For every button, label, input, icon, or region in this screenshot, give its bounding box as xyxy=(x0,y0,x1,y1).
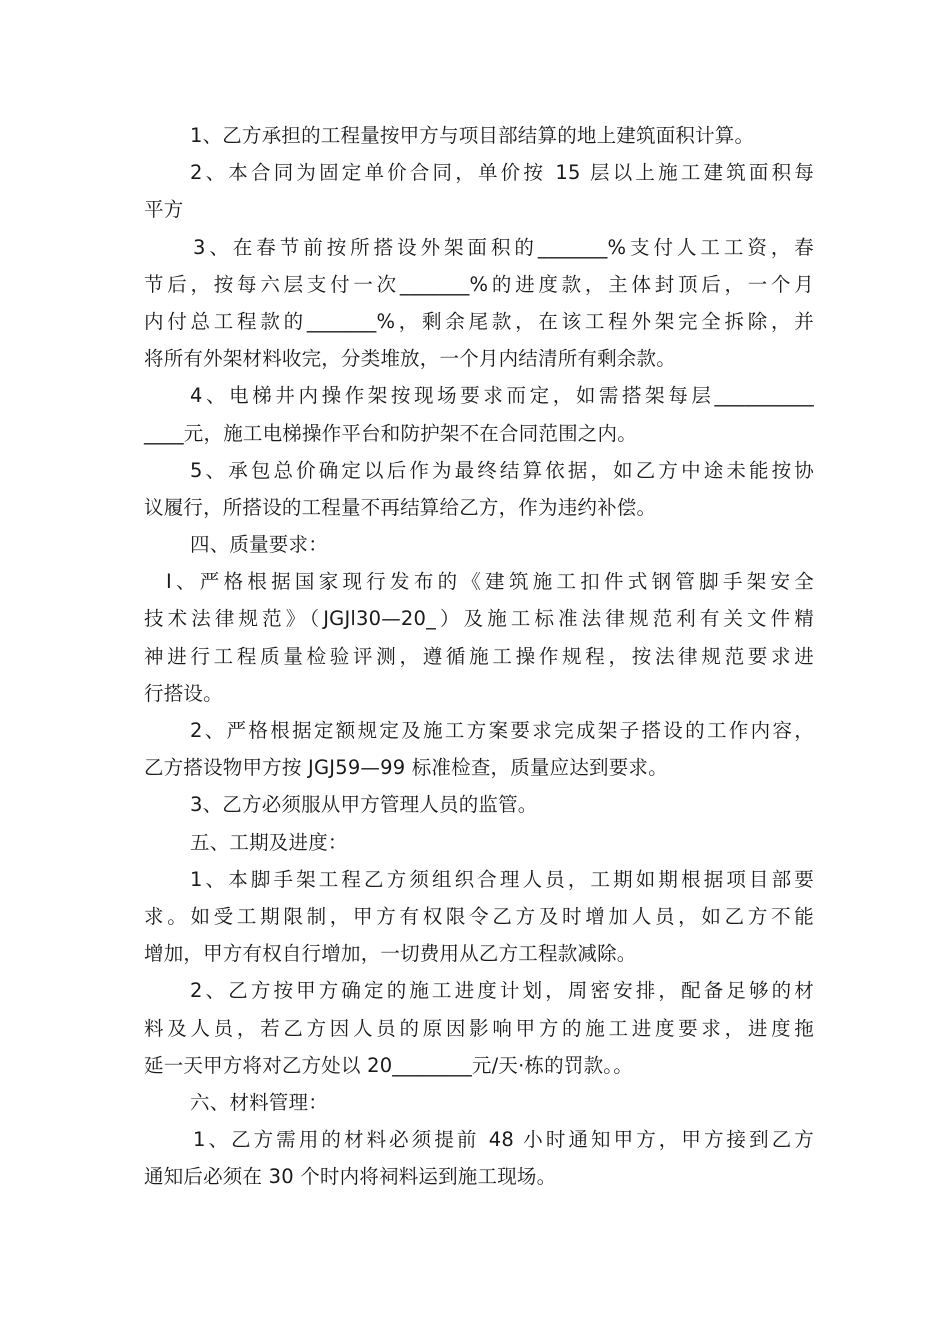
paragraph-line: 4、电梯井内操作架按现场要求而定，如需搭架每层__________ xyxy=(190,384,814,408)
paragraph-line: 增加，甲方有权自行增加，一切费用从乙方工程款减除。 xyxy=(144,942,637,966)
document-body xyxy=(144,117,814,1195)
paragraph-line: 2、严格根据定额规定及施工方案要求完成架子搭设的工作内容， xyxy=(190,719,814,742)
paragraph-line: 料及人员，若乙方因人员的原因影响甲方的施工进度要求，进度拖 xyxy=(144,1016,814,1040)
paragraph-line: 将所有外架材料收完，分类堆放，一个月内结清所有剩余款。 xyxy=(144,347,676,371)
paragraph-line: 3、乙方必须服从甲方管理人员的监管。 xyxy=(190,793,538,817)
paragraph-line: 3、在春节前按所搭设外架面积的_______%支付人工工资，春 xyxy=(193,235,814,259)
paragraph-line: 六、材料管理： xyxy=(190,1090,328,1114)
paragraph-line: 乙方搭设物甲方按 JGJ59—99 标准检查，质量应达到要求。 xyxy=(144,756,668,780)
paragraph-line: 议履行，所搭设的工程量不再结算给乙方，作为违约补偿。 xyxy=(144,495,657,519)
paragraph-line: ____元，施工电梯操作平台和防护架不在合同范围之内。 xyxy=(144,421,637,445)
paragraph-line: 行搭设。 xyxy=(144,681,223,705)
paragraph-line: 神进行工程质量检验评测，遵循施工操作规程，按法律规范要求进 xyxy=(144,644,814,668)
paragraph-line: 1、本脚手架工程乙方须组织合理人员，工期如期根据项目部要 xyxy=(190,867,814,891)
paragraph-line: 延一天甲方将对乙方处以 20________元/天·栋的罚款。。 xyxy=(144,1053,633,1077)
paragraph-line: 平方 xyxy=(144,198,184,222)
paragraph-line: 节后，按每六层支付一次_______%的进度款，主体封顶后，一个月 xyxy=(144,272,814,296)
paragraph-line: 技术法律规范》（JGJl30—20_）及施工标准法律规范利有关文件精 xyxy=(144,607,814,631)
paragraph-line: 五、工期及进度： xyxy=(190,830,348,854)
paragraph-line: 内付总工程款的_______%，剩余尾款，在该工程外架完全拆除，并 xyxy=(144,309,814,333)
paragraph-line: 2、乙方按甲方确定的施工进度计划，周密安排，配备足够的材 xyxy=(190,979,814,1003)
paragraph-line: 5、承包总价确定以后作为最终结算依据，如乙方中途未能按协 xyxy=(190,458,814,482)
paragraph-line: 2、本合同为固定单价合同，单价按 15 层以上施工建筑面积每 xyxy=(190,161,814,185)
paragraph-line: 1、乙方承担的工程量按甲方与项目部结算的地上建筑面积计算。 xyxy=(190,124,755,147)
paragraph-line: 1、乙方需用的材料必须提前 48 小时通知甲方，甲方接到乙方 xyxy=(193,1128,814,1152)
paragraph-line: 求。如受工期限制，甲方有权限令乙方及时增加人员，如乙方不能 xyxy=(144,904,814,928)
paragraph-line: 通知后必须在 30 个时内将祠料运到施工现场。 xyxy=(144,1165,557,1189)
paragraph-line: I、严格根据国家现行发布的《建筑施工扣件式钢管脚手架安全 xyxy=(166,570,814,594)
paragraph-line: 四、质量要求： xyxy=(190,533,328,557)
